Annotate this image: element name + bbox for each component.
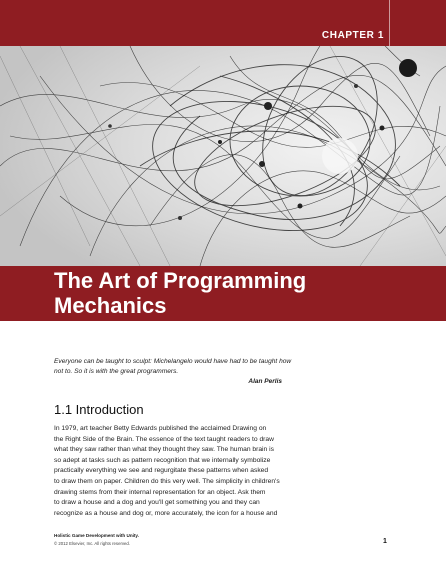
- body-line: so adept at tasks such as pattern recognition that we internally symbolize: [54, 456, 271, 464]
- footer-book-title: Holistic Game Development with Unity.: [54, 533, 139, 538]
- chapter-title-line-2: Mechanics: [54, 293, 167, 318]
- epigraph-line-1: Everyone can be taught to sculpt: Michelangelo would have had to be taught how: [54, 358, 292, 365]
- chapter-title-line-1: The Art of Programming: [54, 268, 307, 293]
- section-body: [54, 424, 326, 519]
- section-heading: 1.1 Introduction: [54, 402, 144, 417]
- page-number: 1: [383, 538, 387, 545]
- body-line: recognize as a house and dog or, more accurately, the icon for a house and: [54, 509, 278, 517]
- body-line: the Right Side of the Brain. The essence of the text taught readers to draw: [54, 435, 274, 443]
- chapter-label: CHAPTER 1: [321, 30, 384, 41]
- epigraph-attribution: Alan Perlis: [248, 378, 282, 385]
- body-line: In 1979, art teacher Betty Edwards published the acclaimed Drawing on: [54, 425, 267, 432]
- body-line: what they saw rather than what they thought they saw. The human brain is: [54, 446, 274, 454]
- body-line: drawing stems from their internal representation for an object. Ask them: [54, 488, 266, 496]
- chapter-title: [54, 268, 434, 318]
- body-line: practically everything we see and regurgitate these patterns when asked: [54, 467, 269, 475]
- illustration-divider: [0, 0, 446, 46]
- tangled-lines-illustration: [0, 46, 446, 266]
- body-line: to draw them on paper. Children do this very well. The simplicity in children's: [54, 477, 280, 485]
- footer-copyright: © 2012 Elsevier, Inc. All rights reserved.: [54, 541, 131, 546]
- epigraph-line-2: not to. So it is with the great programmers.: [54, 368, 179, 375]
- body-line: to draw a house and a dog and you'll get something you and they can: [54, 499, 260, 507]
- epigraph-quote: [54, 357, 394, 377]
